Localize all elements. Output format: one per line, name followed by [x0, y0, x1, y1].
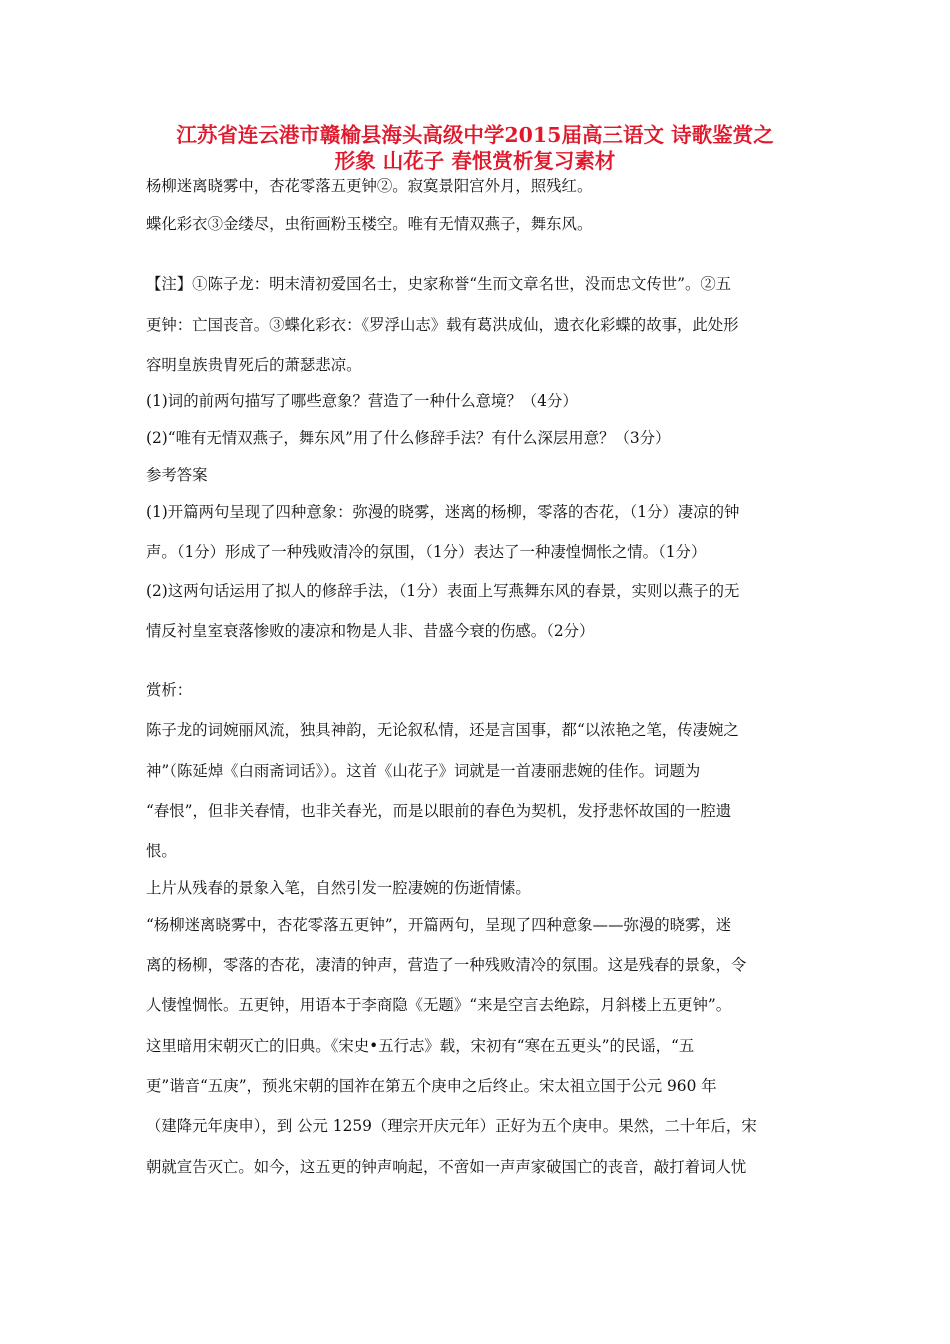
- document-title-line-2: 形象 山花子 春恨赏析复习素材: [334, 149, 616, 173]
- question-1: (1)词的前两句描写了哪些意象？营造了一种什么意境？（4分）: [146, 392, 578, 410]
- analysis-line-2: 神”（陈延焯《白雨斋词话》）。这首《山花子》词就是一首凄丽悲婉的佳作。词题为: [146, 762, 701, 780]
- analysis-line-9: 这里暗用宋朝灭亡的旧典。《宋史•五行志》载，宋初有“寒在五更头”的民谣，“五: [146, 1037, 695, 1055]
- answer-line-4: 情反衬皇室衰落惨败的凄凉和物是人非、昔盛今衰的伤感。（2分）: [146, 622, 595, 640]
- analysis-line-6: “杨柳迷离晓雾中，杏花零落五更钟”，开篇两句，呈现了四种意象——弥漫的晓雾，迷: [146, 916, 732, 934]
- answer-line-3: (2)这两句话运用了拟人的修辞手法，（1分）表面上写燕舞东风的春景，实则以燕子的无: [146, 582, 740, 600]
- answer-line-2: 声。（1分）形成了一种残败清冷的氛围，（1分）表达了一种凄惶惆怅之情。（1分）: [146, 543, 707, 561]
- note-line-2: 更钟：亡国丧音。③蝶化彩衣：《罗浮山志》载有葛洪成仙，遗衣化彩蝶的故事，此处形: [146, 316, 739, 334]
- analysis-line-12: 朝就宣告灭亡。如今，这五更的钟声响起，不啻如一声声家破国亡的丧音，敲打着词人忧: [146, 1158, 747, 1176]
- analysis-line-4: 恨。: [146, 842, 177, 860]
- analysis-line-10: 更”谐音“五庚”，预兆宋朝的国祚在第五个庚申之后终止。宋太祖立国于公元 960 年: [146, 1077, 717, 1095]
- analysis-line-5: 上片从残春的景象入笔，自然引发一腔凄婉的伤逝情愫。: [146, 879, 531, 897]
- analysis-line-1: 陈子龙的词婉丽风流，独具神韵，无论叙私情，还是言国事，都“以浓艳之笔，传凄婉之: [146, 721, 739, 739]
- analysis-line-11: （建降元年庚申），到 公元 1259（理宗开庆元年）正好为五个庚申。果然，二十年后，宋: [146, 1117, 757, 1135]
- question-2: (2)“唯有无情双燕子，舞东风”用了什么修辞手法？有什么深层用意？（3分）: [146, 429, 671, 447]
- answer-heading: 参考答案: [146, 466, 208, 484]
- analysis-line-8: 人悽惶惆怅。五更钟，用语本于李商隐《无题》“来是空言去绝踪，月斜楼上五更钟”。: [146, 996, 732, 1014]
- analysis-heading: 赏析：: [146, 681, 193, 699]
- poem-line-1: 杨柳迷离晓雾中，杏花零落五更钟②。寂寞景阳宫外月，照残红。: [146, 177, 593, 195]
- note-line-3: 容明皇族贵胄死后的萧瑟悲凉。: [146, 356, 362, 374]
- document-title-line-1: 江苏省连云港市赣榆县海头高级中学2015届高三语文 诗歌鉴赏之: [176, 123, 774, 147]
- analysis-line-3: “春恨”，但非关春情，也非关春光，而是以眼前的春色为契机，发抒悲怀故国的一腔遗: [146, 802, 732, 820]
- analysis-line-7: 离的杨柳，零落的杏花，凄清的钟声，营造了一种残败清冷的氛围。这是残春的景象，令: [146, 956, 747, 974]
- poem-line-2: 蝶化彩衣③金缕尽，虫衔画粉玉楼空。唯有无情双燕子，舞东风。: [146, 215, 593, 233]
- note-line-1: 【注】①陈子龙：明末清初爱国名士，史家称誉“生而文章名世，没而忠文传世”。②五: [146, 275, 732, 293]
- answer-line-1: (1)开篇两句呈现了四种意象：弥漫的晓雾，迷离的杨柳，零落的杏花，（1分）凄凉的钟: [146, 503, 740, 521]
